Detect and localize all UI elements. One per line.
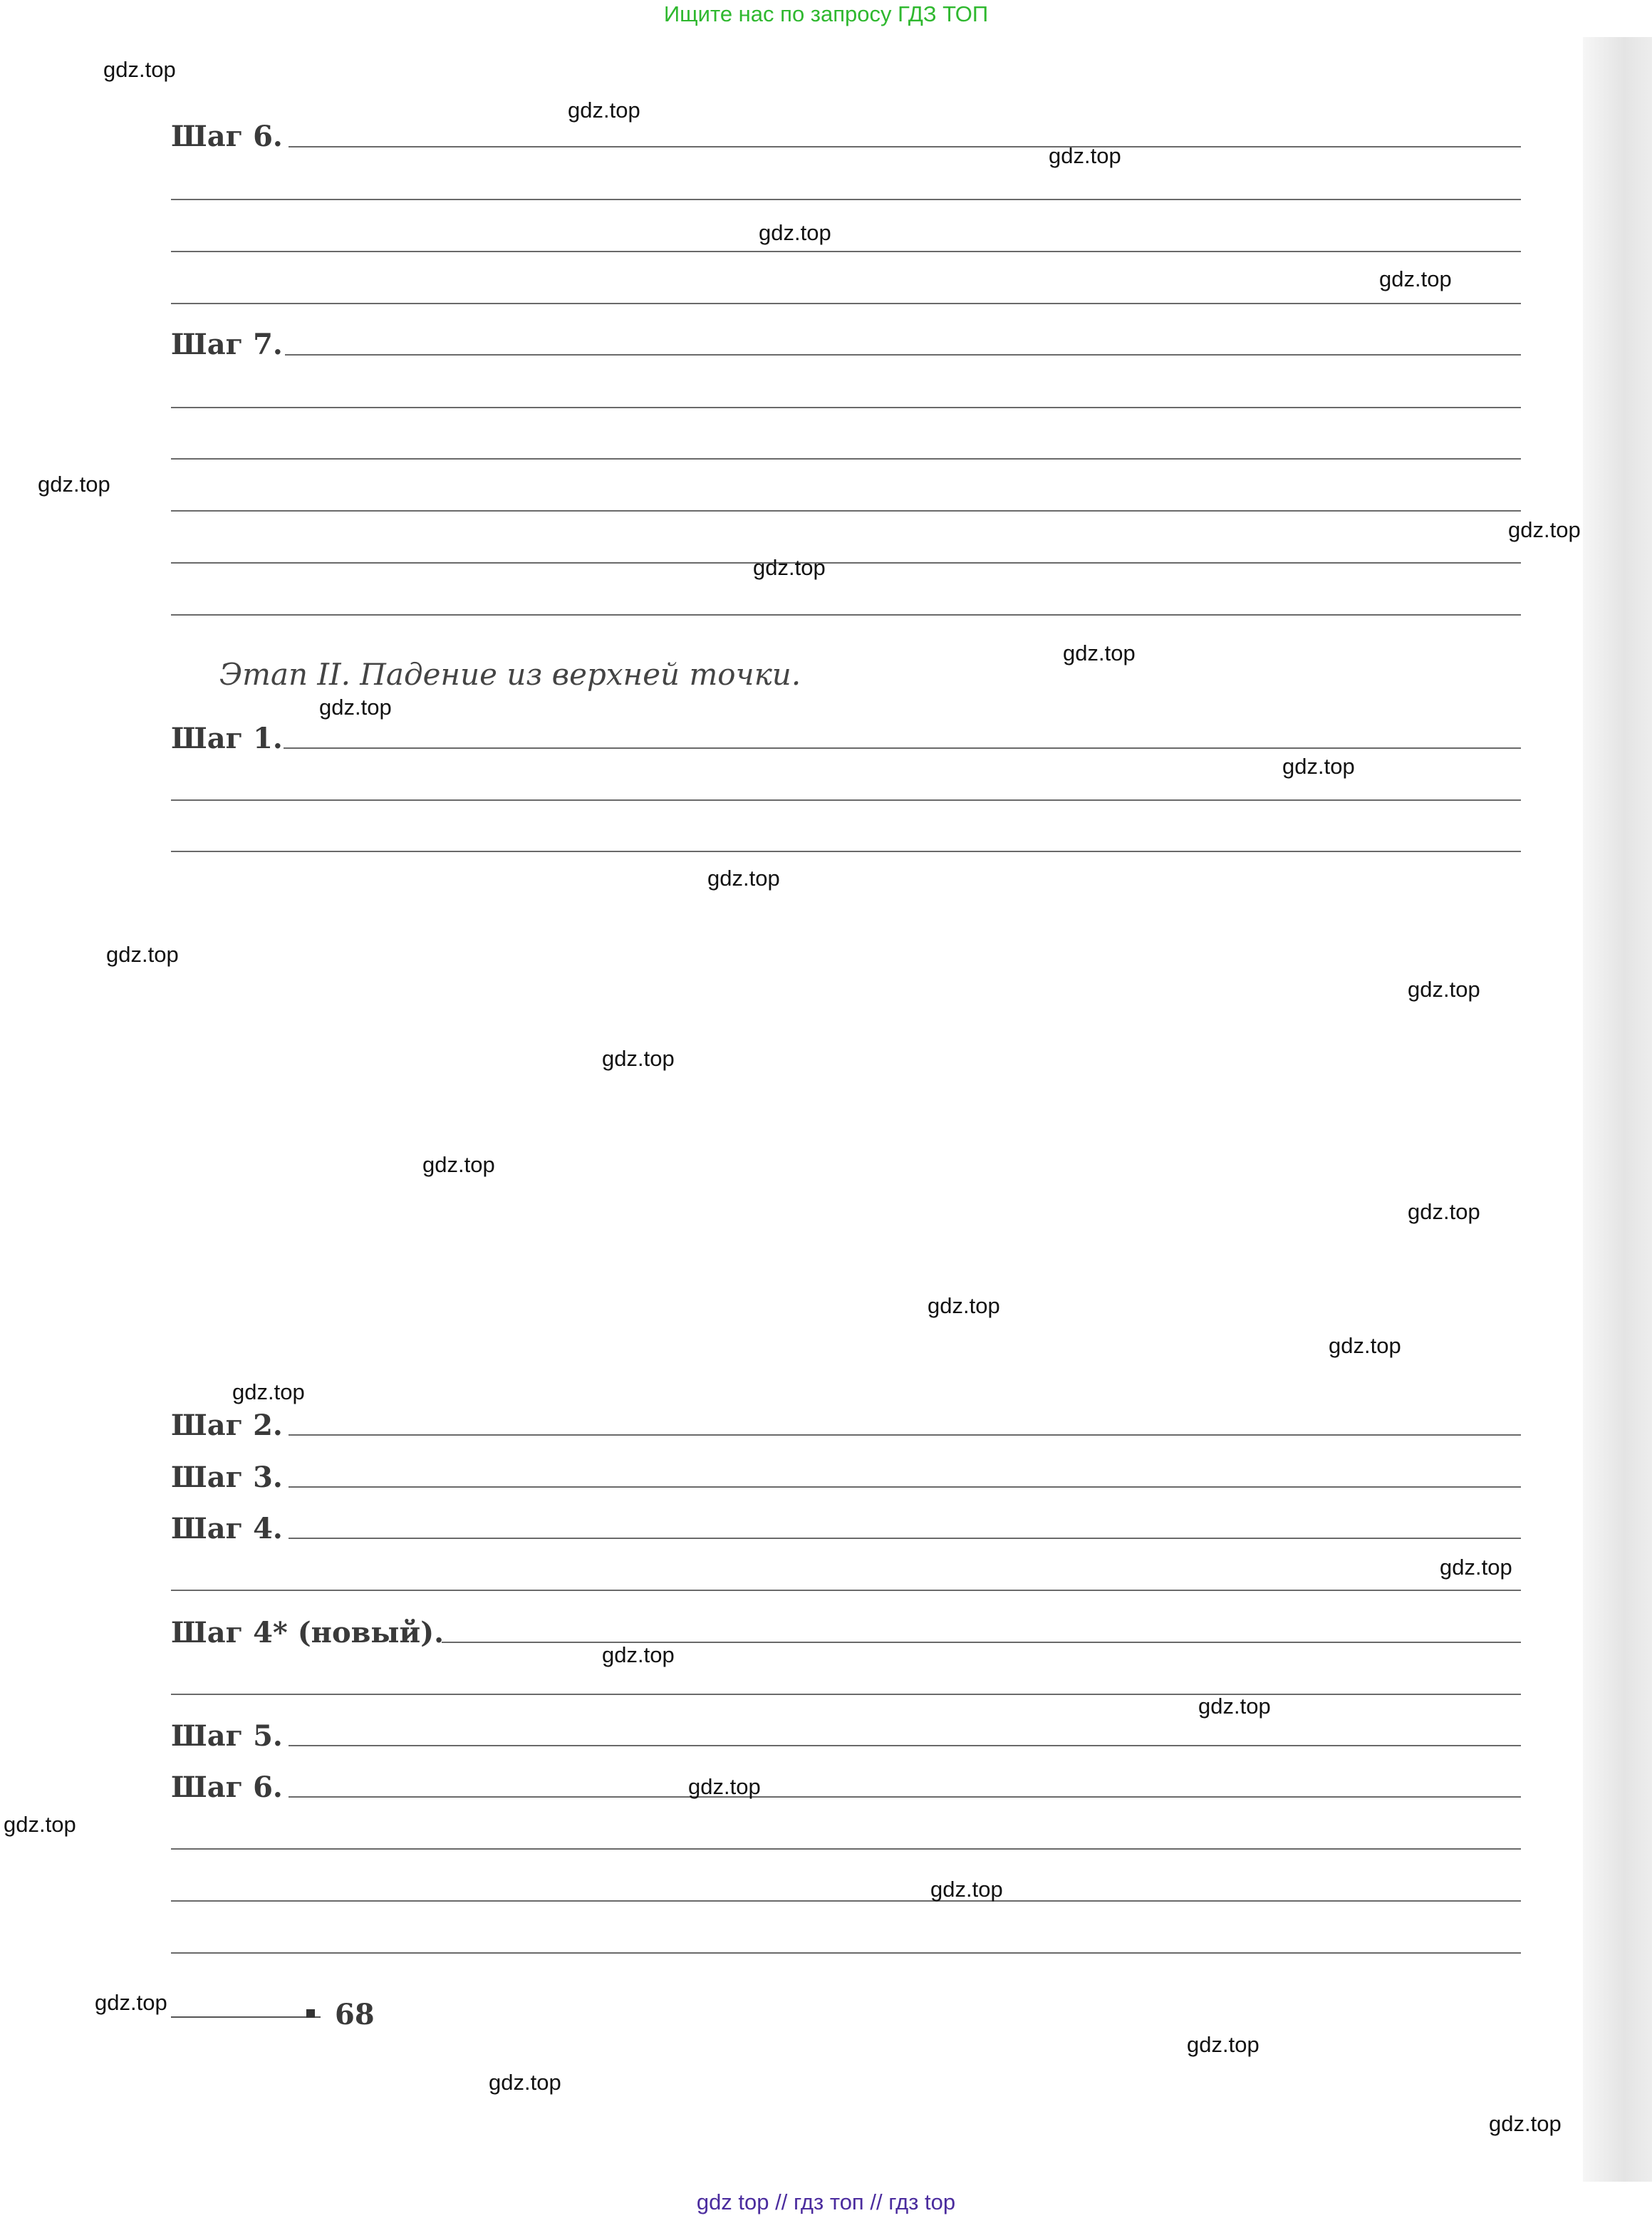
watermark: gdz.top xyxy=(930,1877,1003,1902)
watermark: gdz.top xyxy=(422,1152,495,1177)
answer-line xyxy=(289,146,1521,147)
watermark: gdz.top xyxy=(38,472,110,497)
watermark: gdz.top xyxy=(1063,641,1136,665)
page-number: 68 xyxy=(335,1998,375,2031)
answer-line xyxy=(289,1745,1521,1746)
footer-links xyxy=(0,2190,1652,2215)
watermark: gdz.top xyxy=(106,942,179,967)
answer-line xyxy=(171,1900,1521,1902)
footer-separator: // xyxy=(775,2190,788,2214)
watermark: gdz.top xyxy=(319,695,392,720)
watermark: gdz.top xyxy=(1198,1694,1271,1719)
answer-line xyxy=(285,354,1521,356)
answer-line xyxy=(171,251,1521,252)
watermark: gdz.top xyxy=(688,1774,761,1799)
watermark: gdz.top xyxy=(568,98,640,123)
watermark: gdz.top xyxy=(95,1990,167,2015)
answer-line xyxy=(171,1952,1521,1954)
watermark: gdz.top xyxy=(707,866,780,891)
answer-line xyxy=(171,510,1521,512)
watermark: gdz.top xyxy=(1508,517,1581,542)
watermark: gdz.top xyxy=(1408,1199,1480,1224)
step-label: Шаг 6. xyxy=(171,120,283,153)
step-label: Шаг 7. xyxy=(171,328,283,361)
answer-line xyxy=(171,303,1521,304)
scan-shadow-edge xyxy=(1583,37,1652,2182)
answer-line xyxy=(171,1848,1521,1850)
watermark: gdz.top xyxy=(489,2070,561,2095)
footer-link[interactable]: гдз top xyxy=(888,2190,956,2214)
watermark: gdz.top xyxy=(602,1642,675,1667)
answer-line xyxy=(289,1538,1521,1539)
watermark: gdz.top xyxy=(1282,754,1355,779)
step-label: Шаг 6. xyxy=(171,1771,283,1804)
step-label: Шаг 4* (новый). xyxy=(171,1616,445,1649)
watermark: gdz.top xyxy=(103,57,176,82)
step-label: Шаг 3. xyxy=(171,1461,283,1494)
search-banner[interactable]: Ищите нас по запросу ГДЗ ТОП xyxy=(663,1,989,26)
answer-line xyxy=(289,1486,1521,1488)
step-label: Шаг 1. xyxy=(171,722,283,755)
watermark: gdz.top xyxy=(1379,266,1452,291)
watermark: gdz.top xyxy=(1440,1555,1512,1580)
answer-line xyxy=(171,407,1521,408)
watermark: gdz.top xyxy=(1049,143,1121,168)
answer-line xyxy=(289,1796,1521,1798)
answer-line xyxy=(171,1590,1521,1591)
watermark: gdz.top xyxy=(1329,1333,1401,1358)
answer-line xyxy=(171,458,1521,460)
answer-line xyxy=(171,851,1521,852)
answer-line xyxy=(171,199,1521,200)
watermark: gdz.top xyxy=(4,1812,76,1837)
footer-link[interactable]: гдз топ xyxy=(794,2190,864,2214)
answer-line xyxy=(171,614,1521,616)
answer-line xyxy=(284,747,1521,749)
page-number-rule xyxy=(171,2016,321,2018)
watermark: gdz.top xyxy=(759,220,831,245)
page-number-bullet xyxy=(306,2009,315,2018)
watermark: gdz.top xyxy=(1489,2111,1562,2136)
step-label: Шаг 2. xyxy=(171,1409,283,1442)
watermark: gdz.top xyxy=(602,1046,675,1071)
answer-line xyxy=(171,562,1521,564)
answer-line xyxy=(171,1694,1521,1695)
watermark: gdz.top xyxy=(1408,977,1480,1002)
watermark: gdz.top xyxy=(232,1379,305,1404)
watermark: gdz.top xyxy=(753,555,826,580)
footer-link[interactable]: gdz top xyxy=(696,2190,769,2214)
footer-separator: // xyxy=(870,2190,883,2214)
answer-line xyxy=(171,799,1521,801)
stage-title: Этап II. Падение из верхней точки. xyxy=(219,657,801,692)
answer-line xyxy=(289,1434,1521,1436)
watermark: gdz.top xyxy=(928,1293,1000,1318)
watermark: gdz.top xyxy=(1187,2032,1259,2057)
step-label: Шаг 4. xyxy=(171,1512,283,1545)
step-label: Шаг 5. xyxy=(171,1719,283,1753)
